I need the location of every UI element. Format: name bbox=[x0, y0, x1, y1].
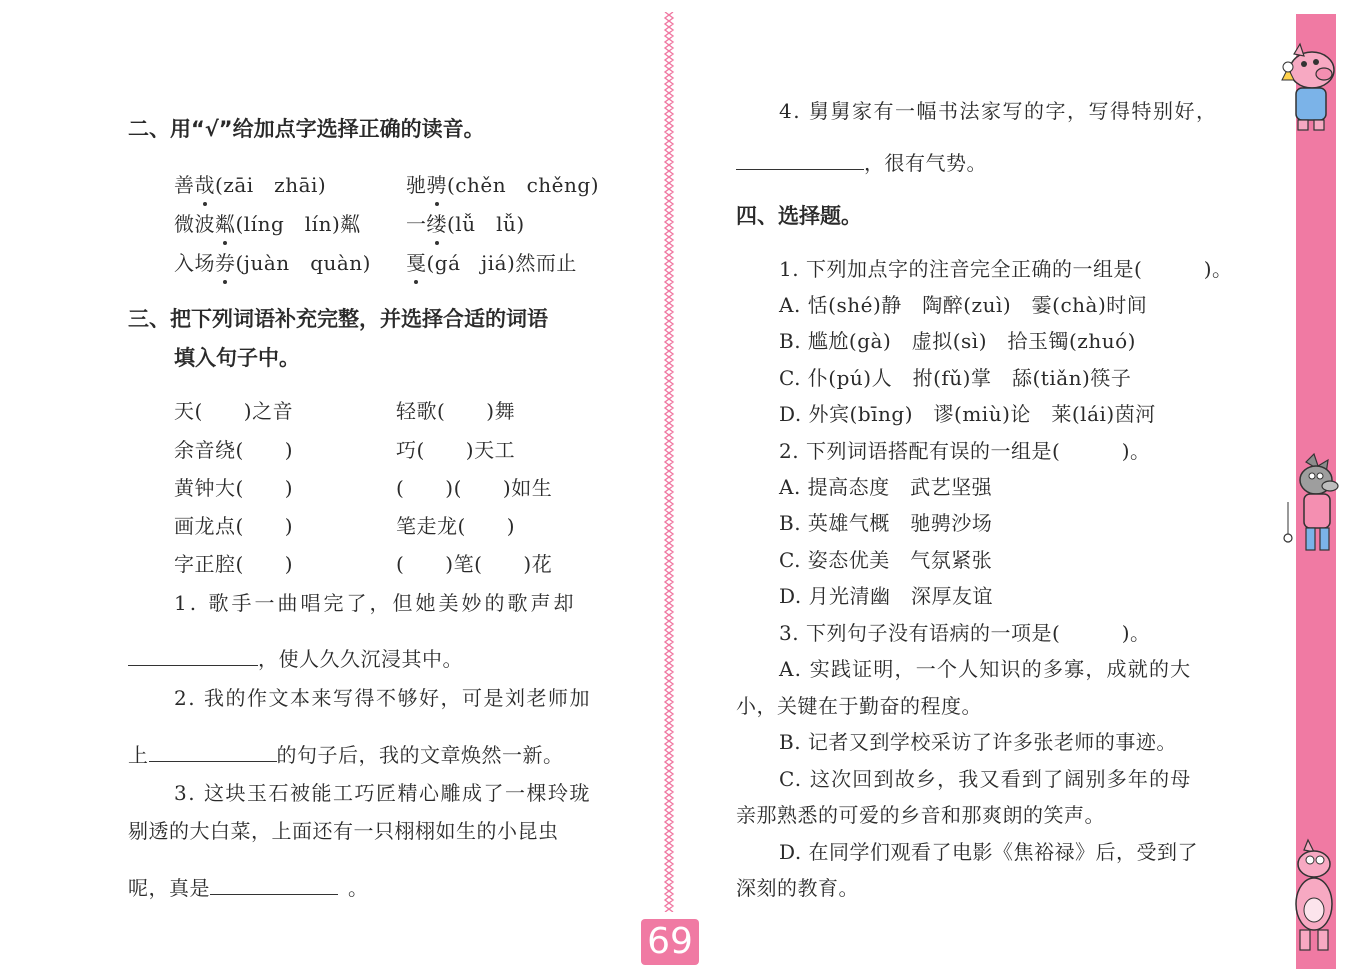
question-3-line-2: 剔透的大白菜，上面还有一只栩栩如生的小昆虫 bbox=[128, 819, 559, 843]
fill-item: 黄钟大( ) bbox=[174, 476, 294, 500]
section4-title: 四、选择题。 bbox=[736, 204, 862, 228]
wolf-mascot-icon bbox=[1276, 452, 1346, 562]
mc2-option-c: C. 姿态优美 气氛紧张 bbox=[779, 548, 993, 572]
left-page bbox=[0, 0, 665, 980]
answer-blank[interactable] bbox=[210, 876, 338, 895]
mc3-question: 3. 下列句子没有语病的一项是( )。 bbox=[779, 621, 1151, 645]
mc3-option-b: B. 记者又到学校采访了许多张老师的事迹。 bbox=[779, 730, 1177, 754]
mc1-option-c: C. 仆(pú)人 拊(fǔ)掌 舔(tiǎn)筷子 bbox=[779, 366, 1132, 390]
pron-item: 驰骋(chěn chěng) bbox=[406, 173, 600, 197]
page-divider bbox=[662, 12, 676, 912]
question-2-line-2: 上 的句子后，我的文章焕然一新。 bbox=[128, 743, 564, 767]
mc2-question: 2. 下列词语搭配有误的一组是( )。 bbox=[779, 439, 1151, 463]
mc1-option-b: B. 尴尬(gà) 虚拟(sì) 拾玉镯(zhuó) bbox=[779, 329, 1136, 353]
pron-item: 一缕(lǚ lǚ) bbox=[406, 212, 525, 236]
question-4-line-1: 4. 舅舅家有一幅书法家写的字，写得特别好， bbox=[779, 99, 1218, 123]
question-3-line-1: 3. 这块玉石被能工巧匠精心雕成了一棵玲珑 bbox=[174, 781, 591, 805]
kangaroo-mascot-icon bbox=[1282, 838, 1342, 958]
mc1-option-a: A. 恬(shé)静 陶醉(zuì) 霎(chà)时间 bbox=[779, 293, 1148, 317]
fill-item: 巧( )天工 bbox=[396, 438, 516, 462]
mc3-option-c-line-1: C. 这次回到故乡，我又看到了阔别多年的母 bbox=[779, 767, 1192, 791]
mc2-option-b: B. 英雄气概 驰骋沙场 bbox=[779, 511, 993, 535]
mc3-option-d-line-1: D. 在同学们观看了电影《焦裕禄》后，受到了 bbox=[779, 840, 1199, 864]
mc3-option-a-line-1: A. 实践证明，一个人知识的多寡，成就的大 bbox=[779, 657, 1192, 681]
section2-title: 二、用“√”给加点字选择正确的读音。 bbox=[128, 117, 485, 141]
fill-item: 字正腔( ) bbox=[174, 552, 294, 576]
fill-item: 笔走龙( ) bbox=[396, 514, 516, 538]
pron-item: 入场券(juàn quàn) bbox=[174, 251, 371, 275]
pron-item: 微波粼(líng lín)粼 bbox=[174, 212, 361, 236]
mc1-question: 1. 下列加点字的注音完全正确的一组是( )。 bbox=[779, 257, 1233, 281]
pron-item: 戛(gá jiá)然而止 bbox=[406, 251, 577, 275]
fill-item: ( )( )如生 bbox=[396, 476, 553, 500]
answer-blank[interactable] bbox=[128, 647, 258, 666]
section3-title-cont: 填入句子中。 bbox=[174, 346, 300, 370]
mc3-option-d-line-2: 深刻的教育。 bbox=[736, 876, 859, 900]
answer-blank[interactable] bbox=[736, 151, 864, 170]
mc2-option-d: D. 月光清幽 深厚友谊 bbox=[779, 584, 994, 608]
answer-blank[interactable] bbox=[149, 743, 277, 762]
pig-mascot-icon bbox=[1274, 40, 1344, 135]
question-3-line-3: 呢，真是 。 bbox=[128, 876, 369, 900]
question-1-line-2: ，使人久久沉浸其中。 bbox=[128, 646, 463, 672]
mc1-option-d: D. 外宾(bīng) 谬(miù)论 莱(lái)茵河 bbox=[779, 402, 1156, 426]
mc3-option-a-line-2: 小，关键在于勤奋的程度。 bbox=[736, 694, 982, 718]
fill-item: 画龙点( ) bbox=[174, 514, 294, 538]
question-4-line-2: ，很有气势。 bbox=[736, 150, 987, 176]
pron-item: 善哉(zāi zhāi) bbox=[174, 173, 327, 197]
mc3-option-c-line-2: 亲那熟悉的可爱的乡音和那爽朗的笑声。 bbox=[736, 803, 1105, 827]
question-2-line-1: 2. 我的作文本来写得不够好，可是刘老师加 bbox=[174, 686, 591, 710]
mc2-option-a: A. 提高态度 武艺坚强 bbox=[779, 475, 993, 499]
page-number: 69 bbox=[641, 919, 699, 965]
fill-item: ( )笔( )花 bbox=[396, 552, 553, 576]
question-1-line-1: 1. 歌手一曲唱完了，但她美妙的歌声却 bbox=[174, 591, 577, 615]
fill-item: 余音绕( ) bbox=[174, 438, 294, 462]
section3-title: 三、把下列词语补充完整，并选择合适的词语 bbox=[128, 307, 548, 331]
fill-item: 天( )之音 bbox=[174, 399, 294, 423]
right-page bbox=[675, 0, 1350, 980]
fill-item: 轻歌( )舞 bbox=[396, 399, 516, 423]
